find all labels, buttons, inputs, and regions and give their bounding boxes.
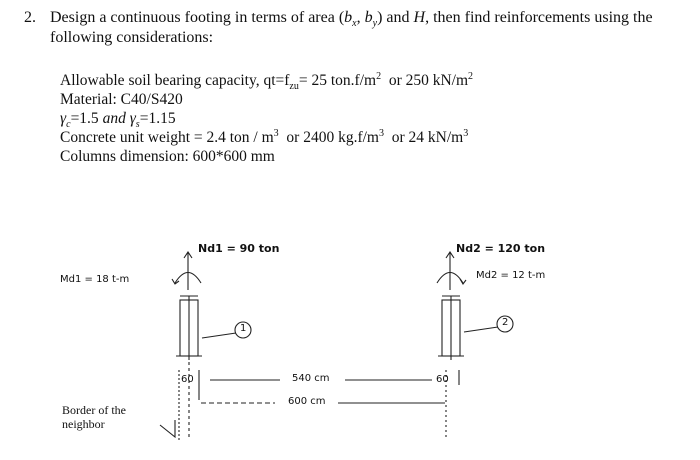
load-label-2: Nd2 = 120 ton (456, 242, 546, 255)
border-label (62, 403, 126, 431)
border-label-line-2: neighbor (62, 417, 105, 431)
column-2-number: 2 (502, 317, 509, 328)
safety-factor-line: $\gamma_c=1.5$ and $\gamma_s=1.15$ (60, 110, 176, 131)
dim-label-right-60: 60 (436, 374, 449, 385)
question-number: 2. (24, 9, 36, 26)
moment-label-2: Md2 = 12 t-m (476, 270, 546, 281)
column-dimension-line: Columns dimension: 600*600 mm (60, 148, 275, 165)
column-1-number: 1 (240, 323, 247, 334)
unit-weight-line: Concrete unit weight = 2.4 ton / $m^3$ or 2400 $kg.f/m^3$ or 24 $kN/m^3$ (60, 127, 469, 146)
dim-label-600: 600 cm (288, 396, 326, 407)
material-line: Material: C40/S420 (60, 91, 183, 108)
soil-capacity-line: Allowable soil bearing capacity, $qt=f_{zu}= 25$ $ton.f/m^2$ or 250 $kN/m^2$ (60, 70, 474, 93)
question-text: Design a continuous footing in terms of area ($b_x$, $b_y$) and H, then find reinforcements using the following considerations: (50, 9, 653, 46)
load-label-1: Nd1 = 90 ton (198, 242, 280, 255)
dim-label-540: 540 cm (292, 373, 330, 384)
moment-label-1: Md1 = 18 t-m (60, 274, 130, 285)
dim-label-left-60: 60 (181, 374, 194, 385)
border-label-line-1: Border of the (62, 403, 126, 417)
